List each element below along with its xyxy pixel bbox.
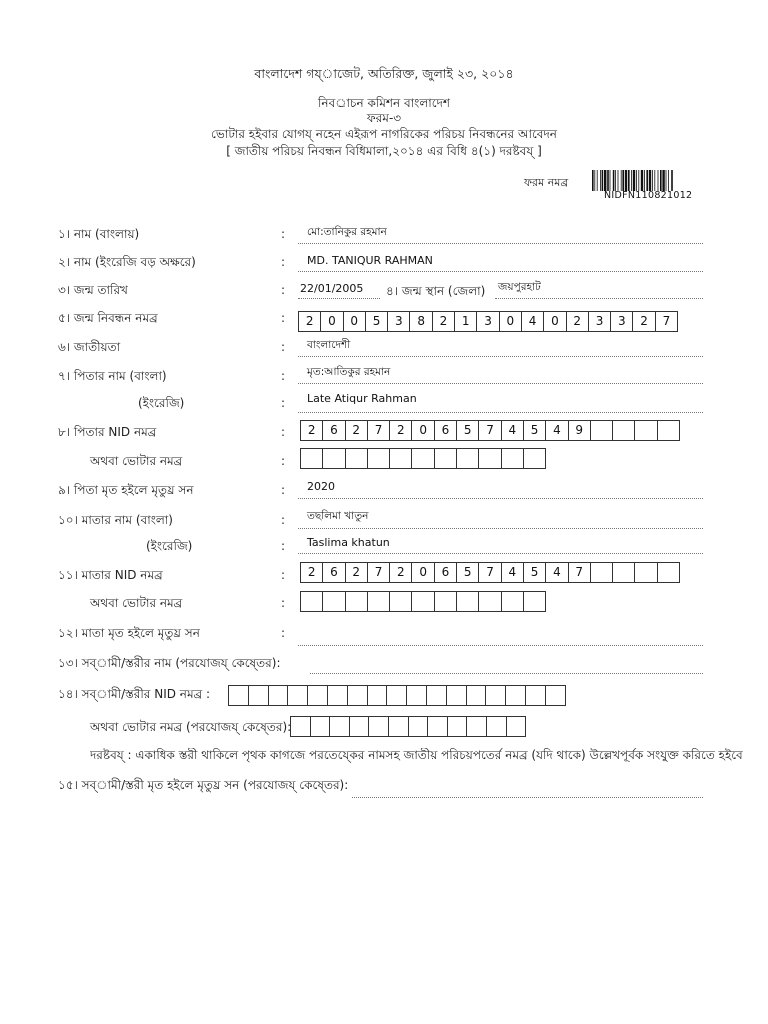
digit-box bbox=[590, 562, 613, 583]
separator: : bbox=[281, 255, 286, 269]
separator: : bbox=[281, 340, 286, 354]
digit-box: 0 bbox=[343, 311, 366, 332]
digit-box bbox=[411, 448, 434, 469]
barcode-bar bbox=[594, 170, 595, 191]
separator: : bbox=[281, 513, 286, 527]
digit-box bbox=[310, 716, 331, 737]
digit-box bbox=[248, 685, 269, 706]
form-number-code: NIDFN110821012 bbox=[604, 190, 693, 201]
digit-box bbox=[505, 685, 526, 706]
digit-box bbox=[329, 716, 350, 737]
digit-box bbox=[322, 591, 345, 612]
dotted-line bbox=[352, 797, 703, 798]
separator: : bbox=[281, 396, 286, 410]
spouse-death-year-label: ১৫। সব্ামী/স্তরী মৃত হইলে মৃতুয্র সন (পরযোজয্ কেষ্তের): bbox=[58, 778, 349, 792]
digit-box bbox=[590, 420, 613, 441]
mother-name-bn-value: তছলিমা খাতুন bbox=[307, 510, 369, 522]
gazette-header: বাংলাদেশ গয্াজেট, অতিরিক্ত, জুলাই ২৩, ২০১৪ bbox=[254, 66, 514, 81]
barcode-bar bbox=[600, 170, 601, 191]
dotted-line bbox=[298, 271, 703, 272]
digit-box: 7 bbox=[655, 311, 678, 332]
barcode-bar bbox=[602, 170, 604, 191]
barcode bbox=[592, 170, 690, 191]
digit-box: 0 bbox=[499, 311, 522, 332]
barcode-bar bbox=[654, 170, 655, 191]
digit-box bbox=[523, 591, 546, 612]
digit-box bbox=[426, 685, 447, 706]
barcode-bar bbox=[658, 170, 659, 191]
father-death-year-value: 2020 bbox=[307, 480, 335, 493]
digit-box bbox=[486, 716, 507, 737]
barcode-bar bbox=[668, 170, 669, 191]
digit-box: 3 bbox=[387, 311, 410, 332]
name-bn-value: মো:তানিকুর রহমান bbox=[307, 226, 387, 238]
note-text: দরষ্টবয্ : একাধিক স্তরী থাকিলে পৃথক কাগজে পরতেয্কের নামসহ জাতীয় পরিচয়পতের্র নমব্র (যদি থাকে) উল্লেখপূর্বক সংযুক্ত করিতে হইবে bbox=[90, 748, 743, 762]
separator: : bbox=[281, 227, 286, 241]
digit-box bbox=[290, 716, 311, 737]
digit-box bbox=[612, 420, 635, 441]
digit-box bbox=[386, 685, 407, 706]
digit-box: 5 bbox=[365, 311, 388, 332]
birth-reg-label: ৫। জন্ম নিবন্ধন নমব্র bbox=[58, 311, 158, 325]
barcode-bar bbox=[592, 170, 594, 191]
barcode-bar bbox=[631, 170, 632, 191]
dotted-line bbox=[298, 498, 703, 499]
digit-box: 9 bbox=[568, 420, 591, 441]
digit-box: 0 bbox=[411, 420, 434, 441]
digit-box bbox=[523, 448, 546, 469]
digit-box bbox=[347, 685, 368, 706]
separator: : bbox=[281, 425, 286, 439]
birth-place-label: ৪। জন্ম স্থান (জেলা) bbox=[386, 284, 486, 298]
father-nid-label: ৮। পিতার NID নমব্র bbox=[58, 425, 157, 439]
barcode-bar bbox=[621, 170, 622, 191]
digit-box bbox=[478, 591, 501, 612]
barcode-bar bbox=[641, 170, 643, 191]
digit-box bbox=[389, 448, 412, 469]
digit-box bbox=[411, 591, 434, 612]
father-name-bn-label: ৭। পিতার নাম (বাংলা) bbox=[58, 369, 167, 383]
dotted-line bbox=[298, 412, 703, 413]
digit-box bbox=[327, 685, 348, 706]
digit-box: 6 bbox=[434, 420, 457, 441]
digit-box: 2 bbox=[432, 311, 455, 332]
birth-date-value: 22/01/2005 bbox=[300, 282, 364, 295]
spouse-nid-boxes bbox=[228, 685, 566, 706]
digit-box bbox=[367, 685, 388, 706]
digit-box: 5 bbox=[456, 562, 479, 583]
dotted-line bbox=[310, 673, 703, 674]
dotted-line bbox=[495, 298, 703, 299]
father-name-bn-value: মৃত:আতিকুর রহমান bbox=[307, 366, 391, 378]
mother-name-bn-label: ১০। মাতার নাম (বাংলা) bbox=[58, 513, 173, 527]
digit-box: 6 bbox=[434, 562, 457, 583]
digit-box bbox=[287, 685, 308, 706]
digit-box bbox=[389, 591, 412, 612]
separator: : bbox=[281, 483, 286, 497]
digit-box bbox=[466, 716, 487, 737]
digit-box bbox=[408, 716, 429, 737]
digit-box bbox=[456, 591, 479, 612]
digit-box bbox=[501, 448, 524, 469]
digit-box: 7 bbox=[568, 562, 591, 583]
mother-nid-boxes bbox=[300, 562, 680, 583]
barcode-bar bbox=[671, 170, 673, 191]
digit-box: 4 bbox=[545, 562, 568, 583]
digit-box bbox=[367, 448, 390, 469]
digit-box bbox=[268, 685, 289, 706]
digit-box bbox=[345, 448, 368, 469]
digit-box: 5 bbox=[523, 562, 546, 583]
digit-box: 7 bbox=[478, 562, 501, 583]
digit-box bbox=[447, 716, 468, 737]
mother-nid-label: ১১। মাতার NID নমব্র bbox=[58, 568, 163, 582]
barcode-bar bbox=[618, 170, 619, 191]
digit-box: 2 bbox=[389, 420, 412, 441]
mother-voter-label: অথবা ভোটার নমব্র bbox=[90, 596, 183, 610]
digit-box bbox=[434, 448, 457, 469]
dotted-line bbox=[298, 553, 703, 554]
digit-box: 8 bbox=[409, 311, 432, 332]
barcode-bar bbox=[638, 170, 639, 191]
father-voter-label: অথবা ভোটার নমব্র bbox=[90, 454, 183, 468]
digit-box: 6 bbox=[322, 420, 345, 441]
spouse-voter-boxes bbox=[290, 716, 526, 737]
digit-box: 4 bbox=[521, 311, 544, 332]
birth-place-value: জয়পুরহাট bbox=[498, 281, 541, 293]
nationality-value: বাংলাদেশী bbox=[307, 339, 351, 351]
digit-box: 0 bbox=[320, 311, 343, 332]
digit-box: 1 bbox=[454, 311, 477, 332]
separator: : bbox=[281, 568, 286, 582]
digit-box: 7 bbox=[478, 420, 501, 441]
father-voter-boxes bbox=[300, 448, 546, 469]
digit-box bbox=[367, 591, 390, 612]
digit-box bbox=[485, 685, 506, 706]
birth-reg-boxes bbox=[298, 311, 678, 332]
mother-death-year-label: ১২। মাতা মৃত হইলে মৃতুয্র সন bbox=[58, 626, 200, 640]
mother-name-en-label: (ইংরেজি) bbox=[146, 539, 193, 553]
digit-box bbox=[612, 562, 635, 583]
dotted-line bbox=[298, 243, 703, 244]
digit-box: 3 bbox=[610, 311, 633, 332]
birth-date-label: ৩। জন্ম তারিখ bbox=[58, 283, 128, 297]
separator: : bbox=[281, 596, 286, 610]
separator: : bbox=[281, 311, 286, 325]
digit-box: 3 bbox=[588, 311, 611, 332]
dotted-line bbox=[298, 528, 703, 529]
digit-box: 2 bbox=[389, 562, 412, 583]
barcode-bar bbox=[633, 170, 635, 191]
barcode-bar bbox=[613, 170, 615, 191]
father-death-year-label: ৯। পিতা মৃত হইলে মৃতুয্র সন bbox=[58, 483, 194, 497]
barcode-bar bbox=[597, 170, 598, 191]
barcode-bar bbox=[636, 170, 637, 191]
digit-box bbox=[501, 591, 524, 612]
digit-box: 3 bbox=[476, 311, 499, 332]
barcode-bar bbox=[652, 170, 653, 191]
spouse-nid-label: ১৪। সব্ামী/স্তরীর NID নমব্র : bbox=[58, 687, 211, 701]
digit-box: 2 bbox=[345, 420, 368, 441]
digit-box: 2 bbox=[345, 562, 368, 583]
digit-box: 2 bbox=[300, 420, 323, 441]
digit-box: 5 bbox=[456, 420, 479, 441]
barcode-bar bbox=[628, 170, 630, 191]
spouse-voter-label: অথবা ভোটার নমব্র (পরযোজয্ কেষ্তের): bbox=[90, 720, 292, 734]
digit-box bbox=[634, 562, 657, 583]
barcode-bar bbox=[649, 170, 651, 191]
barcode-bar bbox=[610, 170, 611, 191]
digit-box bbox=[434, 591, 457, 612]
digit-box bbox=[406, 685, 427, 706]
mother-name-en-value: Taslima khatun bbox=[307, 536, 390, 549]
digit-box: 4 bbox=[545, 420, 568, 441]
digit-box bbox=[368, 716, 389, 737]
digit-box bbox=[456, 448, 479, 469]
digit-box bbox=[388, 716, 409, 737]
dotted-line bbox=[298, 298, 380, 299]
dotted-line bbox=[298, 356, 703, 357]
barcode-bar bbox=[607, 170, 609, 191]
digit-box bbox=[657, 420, 680, 441]
barcode-bar bbox=[662, 170, 664, 191]
barcode-bar bbox=[625, 170, 627, 191]
digit-box: 2 bbox=[300, 562, 323, 583]
barcode-bar bbox=[644, 170, 645, 191]
name-bn-label: ১। নাম (বাংলায়) bbox=[58, 227, 140, 241]
form-number-label: ফরম নমব্র bbox=[524, 176, 569, 189]
barcode-bar bbox=[622, 170, 624, 191]
digit-box bbox=[525, 685, 546, 706]
name-en-value: MD. TANIQUR RAHMAN bbox=[307, 254, 433, 267]
barcode-bar bbox=[660, 170, 662, 191]
digit-box bbox=[300, 448, 323, 469]
digit-box: 2 bbox=[566, 311, 589, 332]
digit-box bbox=[634, 420, 657, 441]
dotted-line bbox=[298, 383, 703, 384]
mother-voter-boxes bbox=[300, 591, 546, 612]
note-container bbox=[90, 748, 768, 764]
digit-box: 0 bbox=[411, 562, 434, 583]
digit-box: 2 bbox=[298, 311, 321, 332]
father-name-en-value: Late Atiqur Rahman bbox=[307, 392, 417, 405]
digit-box bbox=[478, 448, 501, 469]
rule-reference: [ জাতীয় পরিচয় নিবন্ধন বিধিমালা,২০১৪ এর বিধি ৪(১) দরষ্টবয্ ] bbox=[226, 144, 542, 158]
digit-box bbox=[446, 685, 467, 706]
commission-name: নিবর্াচন কমিশন বাংলাদেশ bbox=[318, 96, 450, 110]
dotted-line bbox=[298, 645, 703, 646]
digit-box bbox=[345, 591, 368, 612]
digit-box: 7 bbox=[367, 562, 390, 583]
digit-box: 0 bbox=[543, 311, 566, 332]
digit-box: 6 bbox=[322, 562, 345, 583]
barcode-bar bbox=[615, 170, 616, 191]
digit-box bbox=[322, 448, 345, 469]
digit-box bbox=[228, 685, 249, 706]
separator: : bbox=[281, 539, 286, 553]
separator: : bbox=[281, 454, 286, 468]
digit-box bbox=[307, 685, 328, 706]
digit-box bbox=[545, 685, 566, 706]
nationality-label: ৬। জাতীয়তা bbox=[58, 340, 121, 354]
father-name-en-label: (ইংরেজি) bbox=[138, 396, 185, 410]
barcode-bar bbox=[604, 170, 606, 191]
form-name: ফরম-৩ bbox=[366, 111, 402, 125]
digit-box: 4 bbox=[501, 562, 524, 583]
separator: : bbox=[281, 626, 286, 640]
digit-box: 4 bbox=[501, 420, 524, 441]
digit-box bbox=[300, 591, 323, 612]
digit-box bbox=[427, 716, 448, 737]
digit-box: 2 bbox=[632, 311, 655, 332]
spouse-name-label: ১৩। সব্ামী/স্তরীর নাম (পরযোজয্ কেষ্তের): bbox=[58, 656, 281, 670]
barcode-bar bbox=[646, 170, 648, 191]
name-en-label: ২। নাম (ইংরেজি বড় অক্ষরে) bbox=[58, 255, 196, 269]
separator: : bbox=[281, 369, 286, 383]
digit-box: 7 bbox=[367, 420, 390, 441]
digit-box: 5 bbox=[523, 420, 546, 441]
digit-box bbox=[349, 716, 370, 737]
digit-box bbox=[657, 562, 680, 583]
form-title: ভোটার হইবার যোগয্ নহেন এইরূপ নাগরিকের পরিচয় নিবন্ধনের আবেদন bbox=[211, 127, 557, 141]
barcode-bar bbox=[666, 170, 667, 191]
father-nid-boxes bbox=[300, 420, 680, 441]
separator: : bbox=[281, 283, 286, 297]
digit-box bbox=[466, 685, 487, 706]
digit-box bbox=[506, 716, 527, 737]
